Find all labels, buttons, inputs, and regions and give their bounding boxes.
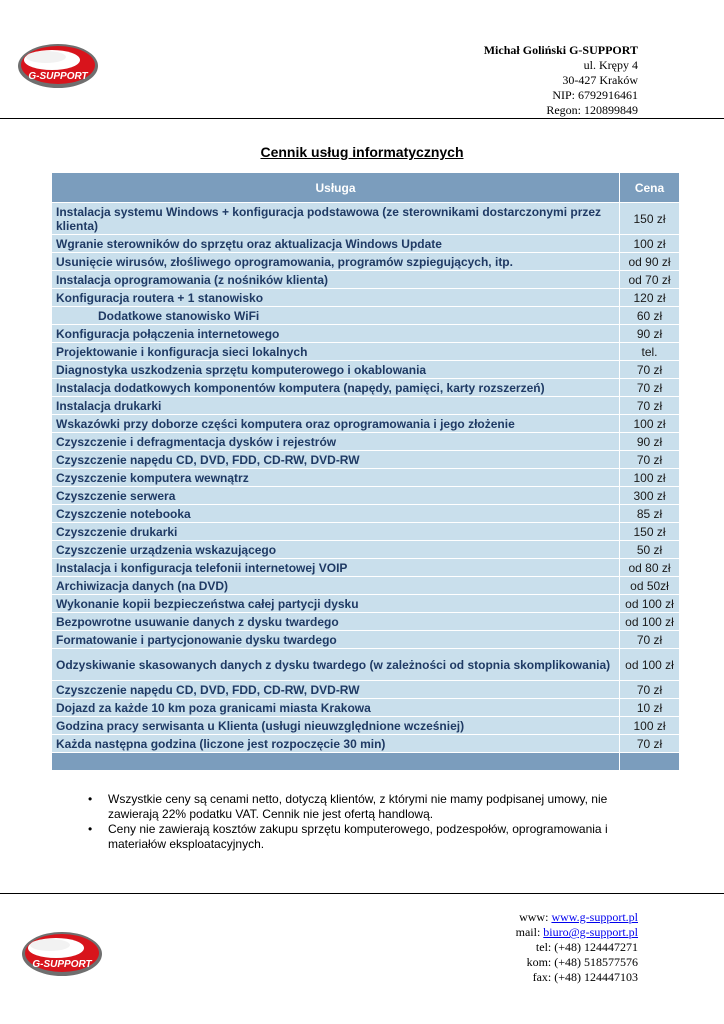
price-cell: 70 zł <box>620 735 680 753</box>
service-cell: Konfiguracja połączenia internetowego <box>52 325 620 343</box>
service-cell: Projektowanie i konfiguracja sieci lokalnych <box>52 343 620 361</box>
contact-info <box>516 910 638 985</box>
company-regon: Regon: 120899849 <box>546 103 638 117</box>
price-cell: od 100 zł <box>620 649 680 681</box>
table-row <box>52 699 680 717</box>
price-cell: 100 zł <box>620 469 680 487</box>
logo-text: G-SUPPORT <box>32 959 92 970</box>
bullet-icon: • <box>88 792 93 806</box>
table-row <box>52 595 680 613</box>
note-text: Ceny nie zawierają kosztów zakupu sprzętu komputerowego, podzespołów, oprogramowania i materiałów eksploatacyjnych. <box>108 822 608 851</box>
price-cell: od 80 zł <box>620 559 680 577</box>
bullet-icon: • <box>88 822 93 836</box>
price-cell: od 100 zł <box>620 595 680 613</box>
mobile-line: kom: (+48) 518577576 <box>526 955 638 969</box>
footer-logo <box>20 928 104 980</box>
table-row <box>52 325 680 343</box>
service-cell: Wgranie sterowników do sprzętu oraz aktualizacja Windows Update <box>52 235 620 253</box>
table-row <box>52 487 680 505</box>
service-cell: Archiwizacja danych (na DVD) <box>52 577 620 595</box>
table-row <box>52 681 680 699</box>
company-logo <box>16 40 100 92</box>
table-row <box>52 505 680 523</box>
company-address <box>484 43 638 118</box>
service-cell: Czyszczenie notebooka <box>52 505 620 523</box>
email-link[interactable]: biuro@g-support.pl <box>543 925 638 939</box>
price-cell: od 50zł <box>620 577 680 595</box>
table-row <box>52 361 680 379</box>
service-cell: Konfiguracja routera + 1 stanowisko <box>52 289 620 307</box>
price-cell: 120 zł <box>620 289 680 307</box>
footer-cell <box>620 753 680 771</box>
service-cell: Czyszczenie napędu CD, DVD, FDD, CD-RW, DVD-RW <box>52 681 620 699</box>
price-cell: 70 zł <box>620 361 680 379</box>
logo-text: G-SUPPORT <box>28 71 88 82</box>
price-cell: 70 zł <box>620 681 680 699</box>
table-row <box>52 271 680 289</box>
service-cell: Instalacja drukarki <box>52 397 620 415</box>
service-cell: Czyszczenie serwera <box>52 487 620 505</box>
table-header-row <box>52 173 680 203</box>
price-cell: 100 zł <box>620 717 680 735</box>
service-cell: Instalacja systemu Windows + konfiguracja podstawowa (ze sterownikami dostarczonymi przez klienta) <box>52 203 620 235</box>
service-cell: Wskazówki przy doborze części komputera oraz oprogramowania i jego złożenie <box>52 415 620 433</box>
note-item <box>88 792 628 822</box>
service-cell: Czyszczenie napędu CD, DVD, FDD, CD-RW, DVD-RW <box>52 451 620 469</box>
company-street: ul. Krępy 4 <box>583 58 638 72</box>
email-label: mail: <box>515 925 544 939</box>
phone-line: tel: (+48) 124447271 <box>535 940 638 954</box>
company-name: Michał Goliński G-SUPPORT <box>483 43 638 57</box>
table-row <box>52 415 680 433</box>
table-row <box>52 433 680 451</box>
price-cell: 70 zł <box>620 397 680 415</box>
table-row <box>52 717 680 735</box>
table-row <box>52 253 680 271</box>
table-row <box>52 235 680 253</box>
price-cell: 50 zł <box>620 541 680 559</box>
column-header-service: Usługa <box>52 173 620 203</box>
note-text: Wszystkie ceny są cenami netto, dotyczą klientów, z którymi nie mamy podpisanej umowy, nie zawierają 22% podatku VAT. Cennik nie jest ofertą handlową. <box>108 792 608 821</box>
service-cell: Czyszczenie drukarki <box>52 523 620 541</box>
service-cell: Czyszczenie i defragmentacja dysków i rejestrów <box>52 433 620 451</box>
table-row <box>52 451 680 469</box>
table-row <box>52 613 680 631</box>
table-row <box>52 307 680 325</box>
footer-cell <box>52 753 620 771</box>
price-table <box>51 172 680 771</box>
table-row <box>52 577 680 595</box>
service-cell: Czyszczenie urządzenia wskazującego <box>52 541 620 559</box>
page-title: Cennik usług informatycznych <box>260 144 464 160</box>
service-cell: Usunięcie wirusów, złośliwego oprogramowania, programów szpiegujących, itp. <box>52 253 620 271</box>
service-cell: Formatowanie i partycjonowanie dysku twardego <box>52 631 620 649</box>
table-row <box>52 343 680 361</box>
price-cell: 100 zł <box>620 415 680 433</box>
table-row <box>52 541 680 559</box>
note-item <box>88 822 628 852</box>
table-footer-row <box>52 753 680 771</box>
email-line <box>516 925 638 940</box>
table-row <box>52 397 680 415</box>
footer-divider <box>0 893 724 894</box>
header-divider <box>0 118 724 119</box>
price-cell: 70 zł <box>620 631 680 649</box>
price-cell: 150 zł <box>620 523 680 541</box>
service-cell: Godzina pracy serwisanta u Klienta (usługi nieuwzględnione wcześniej) <box>52 717 620 735</box>
service-cell: Każda następna godzina (liczone jest rozpoczęcie 30 min) <box>52 735 620 753</box>
table-row <box>52 735 680 753</box>
service-cell: Bezpowrotne usuwanie danych z dysku twardego <box>52 613 620 631</box>
column-header-price: Cena <box>620 173 680 203</box>
table-row <box>52 523 680 541</box>
fax-line: fax: (+48) 124447103 <box>532 970 638 984</box>
table-row <box>52 649 680 681</box>
price-cell: 300 zł <box>620 487 680 505</box>
service-cell: Wykonanie kopii bezpieczeństwa całej partycji dysku <box>52 595 620 613</box>
price-cell: 85 zł <box>620 505 680 523</box>
price-cell: tel. <box>620 343 680 361</box>
table-row <box>52 559 680 577</box>
company-nip: NIP: 6792916461 <box>552 88 638 102</box>
service-cell: Dojazd za każde 10 km poza granicami miasta Krakowa <box>52 699 620 717</box>
price-cell: 150 zł <box>620 203 680 235</box>
table-row <box>52 203 680 235</box>
service-cell: Diagnostyka uszkodzenia sprzętu komputerowego i okablowania <box>52 361 620 379</box>
table-row <box>52 469 680 487</box>
price-cell: 10 zł <box>620 699 680 717</box>
service-cell: Instalacja dodatkowych komponentów komputera (napędy, pamięci, karty rozszerzeń) <box>52 379 620 397</box>
price-cell: od 100 zł <box>620 613 680 631</box>
service-cell: Odzyskiwanie skasowanych danych z dysku twardego (w zależności od stopnia skomplikowania) <box>52 649 620 681</box>
price-cell: 70 zł <box>620 379 680 397</box>
price-cell: 100 zł <box>620 235 680 253</box>
service-cell: Instalacja i konfiguracja telefonii internetowej VOIP <box>52 559 620 577</box>
price-cell: od 70 zł <box>620 271 680 289</box>
price-cell: 60 zł <box>620 307 680 325</box>
price-cell: 90 zł <box>620 433 680 451</box>
service-cell: Instalacja oprogramowania (z nośników klienta) <box>52 271 620 289</box>
service-cell: Dodatkowe stanowisko WiFi <box>52 307 620 325</box>
price-cell: 90 zł <box>620 325 680 343</box>
price-cell: od 90 zł <box>620 253 680 271</box>
notes-list <box>88 792 628 852</box>
table-row <box>52 379 680 397</box>
website-link[interactable]: www.g-support.pl <box>551 910 638 924</box>
table-row <box>52 631 680 649</box>
website-line <box>516 910 638 925</box>
website-label: www: <box>519 910 552 924</box>
company-city: 30-427 Kraków <box>562 73 638 87</box>
table-row <box>52 289 680 307</box>
price-cell: 70 zł <box>620 451 680 469</box>
service-cell: Czyszczenie komputera wewnątrz <box>52 469 620 487</box>
